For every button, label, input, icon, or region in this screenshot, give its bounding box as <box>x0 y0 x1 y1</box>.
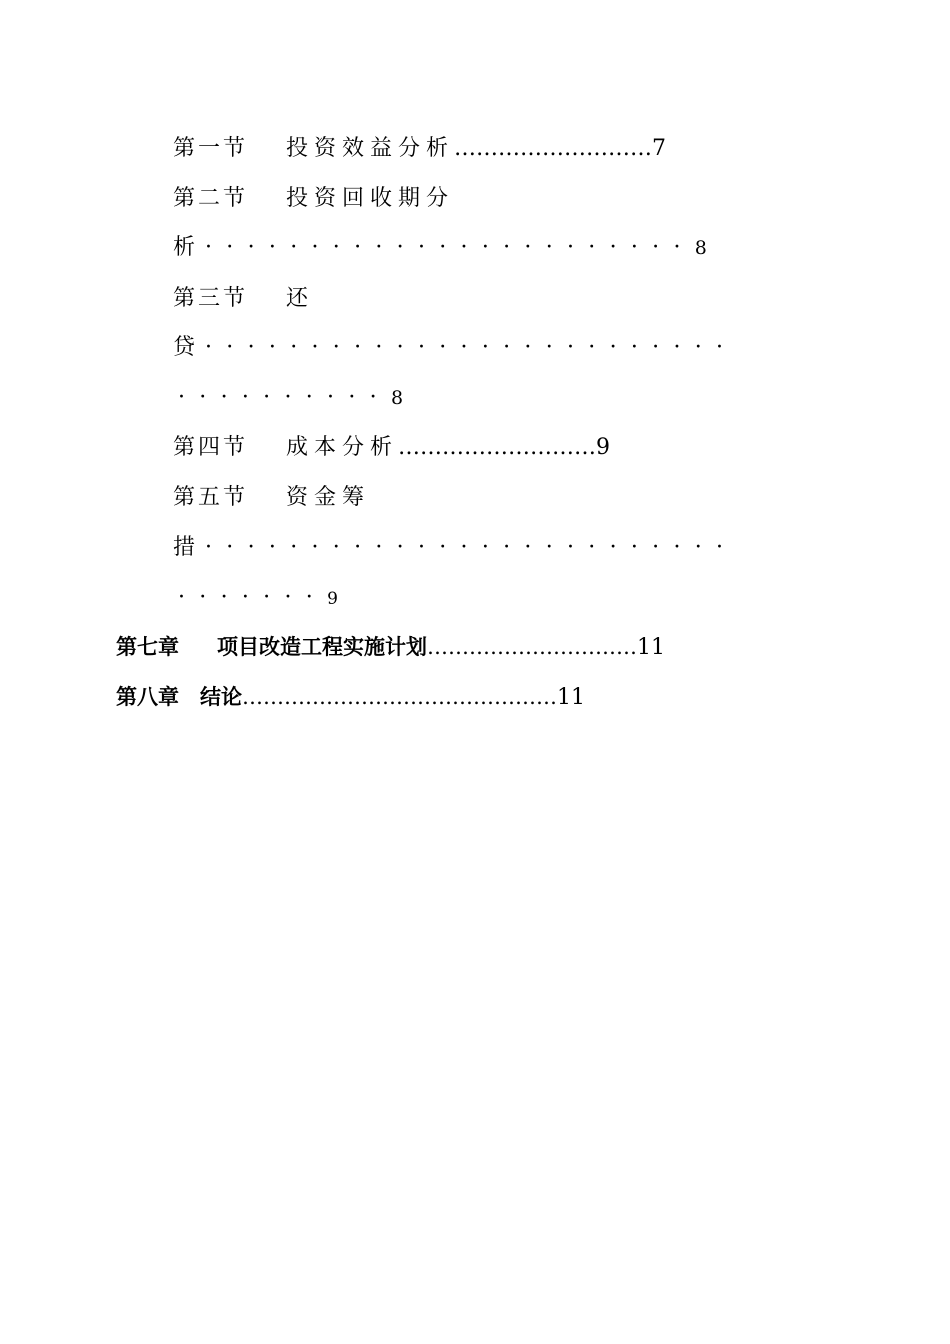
toc-leader: ························· <box>205 535 738 560</box>
toc-entry-section-5-cont2[interactable] <box>178 587 338 609</box>
toc-entry-section-4[interactable] <box>173 437 610 459</box>
toc-chapter-title: 项目改造工程实施计划 <box>217 635 427 659</box>
toc-entry-section-2-cont[interactable] <box>173 237 707 259</box>
toc-leader: ·········· <box>178 385 391 410</box>
toc-section-label: 第三节 <box>173 286 249 311</box>
toc-entry-section-3-cont2[interactable] <box>178 387 403 409</box>
toc-entry-section-5[interactable] <box>173 487 370 509</box>
toc-section-title: 还 <box>286 286 309 311</box>
toc-section-label: 第一节 <box>173 136 249 161</box>
toc-entry-section-5-cont[interactable] <box>173 537 737 559</box>
toc-section-title: 资金筹 <box>286 485 371 510</box>
toc-section-label: 第二节 <box>173 186 249 211</box>
toc-entry-section-1[interactable] <box>173 138 666 160</box>
toc-leader: ······· <box>178 585 328 610</box>
toc-section-title: 投资回收期分 <box>286 186 455 211</box>
toc-title-continuation: 措 <box>173 535 196 560</box>
toc-leader: ………………………… <box>427 635 637 659</box>
toc-title-continuation: 析 <box>173 235 196 260</box>
toc-page-number: 8 <box>694 237 707 259</box>
toc-title-continuation: 贷 <box>173 335 196 360</box>
toc-page-number: 11 <box>557 685 585 710</box>
toc-entry-section-3[interactable] <box>173 288 308 310</box>
toc-entry-section-3-cont[interactable] <box>173 337 737 359</box>
toc-leader: ······················· <box>205 235 695 260</box>
toc-page-number: 7 <box>652 136 667 161</box>
toc-entry-chapter-8[interactable] <box>116 687 585 709</box>
toc-page-number: 9 <box>596 435 611 460</box>
toc-entry-chapter-7[interactable] <box>116 637 665 659</box>
toc-section-label: 第四节 <box>173 435 249 460</box>
toc-chapter-label: 第七章 <box>116 635 179 659</box>
toc-leader: ……………………………………… <box>242 685 557 709</box>
toc-page-number: 9 <box>327 589 338 609</box>
toc-chapter-label: 第八章 <box>116 685 179 709</box>
toc-chapter-title: 结论 <box>200 685 242 709</box>
toc-leader: ……………………… <box>398 435 597 460</box>
toc-section-title: 成本分析 <box>286 435 399 460</box>
toc-section-label: 第五节 <box>173 485 249 510</box>
toc-leader: ························· <box>205 335 738 360</box>
toc-page-number: 11 <box>637 635 665 660</box>
toc-leader: ……………………… <box>454 136 653 161</box>
toc-entry-section-2[interactable] <box>173 188 454 210</box>
toc-section-title: 投资效益分析 <box>286 136 455 161</box>
toc-page-number: 8 <box>390 387 404 409</box>
